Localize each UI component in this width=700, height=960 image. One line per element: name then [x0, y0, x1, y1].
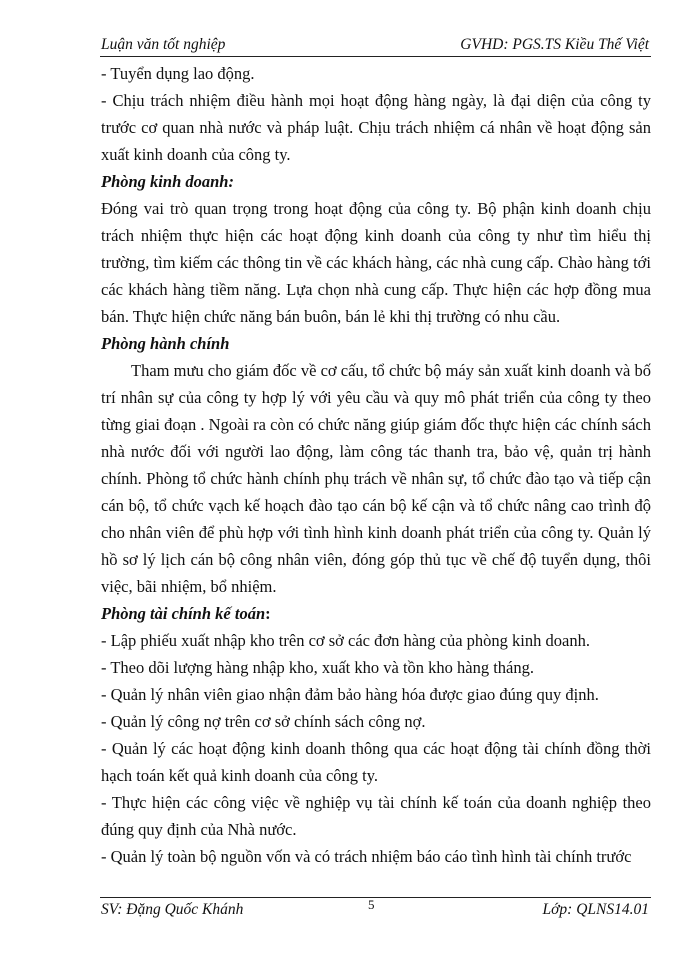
document-body [101, 60, 651, 870]
intro-item: - Tuyển dụng lao động. [101, 64, 255, 83]
header-title: Luận văn tốt nghiệp [101, 36, 226, 53]
footer-student: SV: Đặng Quốc Khánh [101, 901, 244, 918]
page-header [100, 30, 651, 57]
section-text-admin: Tham mưu cho giám đốc về cơ cấu, tổ chức bộ máy sản xuất kinh doanh và bố trí nhân sự của công ty hợp lý với yêu cầu và quy mô phát triển của công ty theo từng giai đoạn . Ngoài ra còn có chức năng giúp giám đốc thực hiện các chính sách nhà nước đối với người lao động, làm công tác thanh tra, bảo vệ, quản trị hành chính. Phòng tổ chức hành chính phụ trách về nhân sự, tổ chức đào tạo và tiếp cận cán bộ, tổ chức vạch kế hoạch đào tạo cán bộ kế cận và tổ chức nâng cao trình độ cho nhân viên để phù hợp với tình hình kinh doanh phát triển của công ty. Quản lý hồ sơ lý lịch cán bộ công nhân viên, đóng góp thủ tục về chế độ tuyển dụng, thôi việc, bãi nhiệm, bổ nhiệm. [101, 361, 651, 596]
finance-item: - Theo dõi lượng hàng nhập kho, xuất kho và tồn kho hàng tháng. [101, 658, 535, 677]
section-heading-admin: Phòng hành chính [101, 334, 230, 353]
page-number: 5 [368, 897, 375, 912]
footer-class: Lớp: QLNS14.01 [542, 901, 649, 918]
finance-item: - Thực hiện các công việc về nghiệp vụ tài chính kế toán của doanh nghiệp theo đúng quy định của Nhà nước. [101, 793, 651, 839]
intro-item: - Chịu trách nhiệm điều hành mọi hoạt động hàng ngày, là đại diện của công ty trước cơ quan nhà nước và pháp luật. Chịu trách nhiệm cá nhân về hoạt động sản xuất kinh doanh của công ty. [101, 91, 651, 164]
finance-item: - Quản lý công nợ trên cơ sở chính sách công nợ. [101, 712, 426, 731]
finance-item: - Quản lý toàn bộ nguồn vốn và có trách nhiệm báo cáo tình hình tài chính trước [101, 847, 632, 866]
section-text-sales: Đóng vai trò quan trọng trong hoạt động của công ty. Bộ phận kinh doanh chịu trách nhiệm thực hiện các hoạt động kinh doanh của công ty như tìm hiểu thị trường, tìm kiếm các thông tin về các khách hàng, các nhà cung cấp. Chào hàng tới các khách hàng tiềm năng. Lựa chọn nhà cung cấp. Thực hiện các hợp đồng mua bán. Thực hiện chức năng bán buôn, bán lẻ khi thị trường có nhu cầu. [101, 199, 651, 326]
section-heading-finance-colon: : [265, 604, 271, 623]
header-advisor: GVHD: PGS.TS Kiều Thế Việt [460, 36, 649, 53]
page-footer [100, 897, 651, 922]
finance-item: - Quản lý các hoạt động kinh doanh thông qua các hoạt động tài chính đồng thời hạch toán kết quả kinh doanh của công ty. [101, 739, 651, 785]
section-heading-finance-label: Phòng tài chính kế toán [101, 604, 266, 623]
section-heading-sales: Phòng kinh doanh: [101, 172, 234, 191]
section-heading-finance [101, 600, 651, 627]
finance-item: - Lập phiếu xuất nhập kho trên cơ sở các đơn hàng của phòng kinh doanh. [101, 631, 590, 650]
finance-item: - Quản lý nhân viên giao nhận đảm bảo hàng hóa được giao đúng quy định. [101, 685, 599, 704]
